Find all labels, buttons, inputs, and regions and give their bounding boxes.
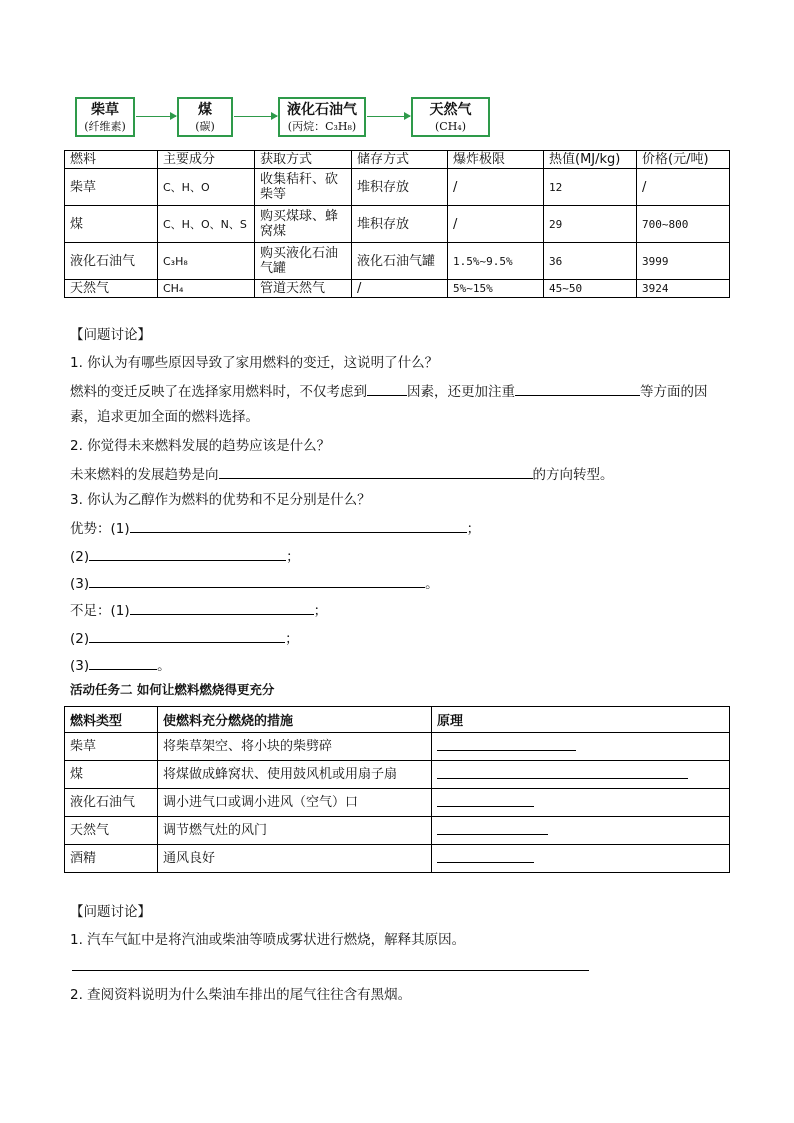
advantage-1 xyxy=(70,518,480,538)
flow-box-coal xyxy=(177,97,233,137)
table-cell: 购买煤球、蜂窝煤 xyxy=(255,206,352,243)
table-cell: 调小进气口或调小进风（空气）口 xyxy=(158,789,432,817)
fill-blank[interactable] xyxy=(89,655,157,670)
column-header: 爆炸极限 xyxy=(448,151,544,169)
fill-blank[interactable] xyxy=(437,794,534,807)
table-cell: 12 xyxy=(544,169,637,206)
table-cell: 液化石油气罐 xyxy=(352,243,448,280)
principle-cell[interactable] xyxy=(432,789,730,817)
principle-cell[interactable] xyxy=(432,845,730,873)
table-cell: 将柴草架空、将小块的柴劈碎 xyxy=(158,733,432,761)
flow-box-lpg xyxy=(278,97,366,137)
item-label: (2) xyxy=(70,549,90,565)
question-1: 1. 你认为有哪些原因导致了家用燃料的变迁，这说明了什么？ xyxy=(70,355,439,371)
fuel-comparison-table xyxy=(64,150,730,298)
punct: ； xyxy=(313,603,328,619)
table-cell: 3999 xyxy=(637,243,730,280)
column-header: 价格(元/吨) xyxy=(637,151,730,169)
table-cell: 堆积存放 xyxy=(352,169,448,206)
table-row xyxy=(65,733,730,761)
fill-blank[interactable] xyxy=(515,381,640,396)
answer-text: 未来燃料的发展趋势是向 xyxy=(70,467,219,483)
fill-blank[interactable] xyxy=(89,546,286,561)
table-cell: 煤 xyxy=(65,206,158,243)
fill-blank[interactable] xyxy=(130,518,467,533)
table-cell: 酒精 xyxy=(65,845,158,873)
table-cell: 收集秸秆、砍柴等 xyxy=(255,169,352,206)
flow-box-title: 柴草 xyxy=(91,102,119,118)
table-cell: 天然气 xyxy=(65,817,158,845)
table-row xyxy=(65,789,730,817)
principle-cell[interactable] xyxy=(432,733,730,761)
table-cell: / xyxy=(352,280,448,298)
table-row xyxy=(65,206,730,243)
advantage-3 xyxy=(70,573,439,593)
punct: ； xyxy=(286,549,300,565)
table-header-row xyxy=(65,707,730,733)
column-header: 主要成分 xyxy=(158,151,255,169)
table-cell: 调节燃气灶的风门 xyxy=(158,817,432,845)
flow-box-sub: (碳) xyxy=(195,120,215,133)
table-cell: 堆积存放 xyxy=(352,206,448,243)
table-row xyxy=(65,817,730,845)
disadvantage-2 xyxy=(70,628,299,648)
table-header-row xyxy=(65,151,730,169)
table-cell: 液化石油气 xyxy=(65,789,158,817)
question-1: 1. 汽车气缸中是将汽油或柴油等喷成雾状进行燃烧，解释其原因。 xyxy=(70,932,466,948)
column-header: 热值(MJ/kg) xyxy=(544,151,637,169)
fill-blank[interactable] xyxy=(437,822,548,835)
item-label: (2) xyxy=(70,631,90,647)
table-cell: C、H、O、N、S xyxy=(158,206,255,243)
fill-blank[interactable] xyxy=(437,766,688,779)
disadvantage-label: 不足：(1) xyxy=(70,603,130,619)
column-header: 燃料 xyxy=(65,151,158,169)
table-cell: C₃H₈ xyxy=(158,243,255,280)
punct: 。 xyxy=(425,576,439,592)
fill-blank[interactable] xyxy=(89,573,425,588)
table-row xyxy=(65,761,730,789)
fill-blank[interactable] xyxy=(219,464,533,479)
table-cell: C、H、O xyxy=(158,169,255,206)
flow-box-straw xyxy=(75,97,135,137)
flow-arrow xyxy=(367,116,410,117)
column-header: 原理 xyxy=(432,707,730,733)
table-cell: 天然气 xyxy=(65,280,158,298)
table-cell: / xyxy=(448,169,544,206)
column-header: 燃料类型 xyxy=(65,707,158,733)
table-cell: 柴草 xyxy=(65,733,158,761)
answer-1-line xyxy=(70,381,708,401)
advantage-label: 优势：(1) xyxy=(70,521,130,537)
column-header: 获取方式 xyxy=(255,151,352,169)
table-cell: 45~50 xyxy=(544,280,637,298)
punct: ； xyxy=(466,521,481,537)
table-cell: / xyxy=(637,169,730,206)
question-3: 3. 你认为乙醇作为燃料的优势和不足分别是什么？ xyxy=(70,492,371,508)
table-cell: 管道天然气 xyxy=(255,280,352,298)
answer-text: 因素，还更加注重 xyxy=(407,384,515,400)
table-cell: 5%~15% xyxy=(448,280,544,298)
table-cell: 将煤做成蜂窝状、使用鼓风机或用扇子扇 xyxy=(158,761,432,789)
table-row xyxy=(65,169,730,206)
column-header: 使燃料充分燃烧的措施 xyxy=(158,707,432,733)
discussion-heading: 【问题讨论】 xyxy=(70,327,151,343)
question-2: 2. 你觉得未来燃料发展的趋势应该是什么？ xyxy=(70,438,331,454)
table-cell: 36 xyxy=(544,243,637,280)
table-row xyxy=(65,280,730,298)
item-label: (3) xyxy=(70,658,90,674)
disadvantage-3 xyxy=(70,655,171,675)
flow-arrow xyxy=(234,116,277,117)
punct: ； xyxy=(285,631,299,647)
principle-cell[interactable] xyxy=(432,761,730,789)
flow-box-sub: (CH₄) xyxy=(434,120,466,133)
table-cell: 3924 xyxy=(637,280,730,298)
answer-2-line xyxy=(70,464,614,484)
flow-box-title: 煤 xyxy=(198,102,212,118)
table-cell: / xyxy=(448,206,544,243)
table-cell: 700~800 xyxy=(637,206,730,243)
table-row xyxy=(65,845,730,873)
principle-cell[interactable] xyxy=(432,817,730,845)
flow-box-title: 液化石油气 xyxy=(287,102,357,118)
disadvantage-1 xyxy=(70,600,327,620)
fill-blank[interactable] xyxy=(89,628,285,643)
flow-box-title: 天然气 xyxy=(429,102,472,118)
answer-text: 等方面的因 xyxy=(640,384,708,400)
table-cell: 29 xyxy=(544,206,637,243)
table-cell: 柴草 xyxy=(65,169,158,206)
flow-box-sub: (纤维素) xyxy=(84,120,126,133)
column-header: 储存方式 xyxy=(352,151,448,169)
flow-box-natural-gas xyxy=(411,97,490,137)
punct: 。 xyxy=(157,658,171,674)
fill-blank[interactable] xyxy=(437,738,576,751)
discussion-heading: 【问题讨论】 xyxy=(70,904,151,920)
table-cell: 煤 xyxy=(65,761,158,789)
advantage-2 xyxy=(70,546,300,566)
table-row xyxy=(65,243,730,280)
answer-1-cont: 素，追求更加全面的燃料选择。 xyxy=(70,409,259,425)
flow-box-sub: (丙烷：C₃H₈) xyxy=(287,120,357,133)
fill-blank[interactable] xyxy=(437,850,534,863)
task-2-title: 活动任务二 如何让燃料燃烧得更充分 xyxy=(70,682,275,697)
answer-text: 的方向转型。 xyxy=(532,467,614,483)
table-cell: 液化石油气 xyxy=(65,243,158,280)
table-cell: 通风良好 xyxy=(158,845,432,873)
table-cell: 购买液化石油气罐 xyxy=(255,243,352,280)
flow-arrow xyxy=(136,116,176,117)
combustion-measures-table xyxy=(64,706,730,873)
fill-blank[interactable] xyxy=(367,381,407,396)
table-cell: CH₄ xyxy=(158,280,255,298)
question-2: 2. 查阅资料说明为什么柴油车排出的尾气往往含有黑烟。 xyxy=(70,987,412,1003)
fill-blank[interactable] xyxy=(130,600,314,615)
answer-line[interactable] xyxy=(72,970,589,971)
table-cell: 1.5%~9.5% xyxy=(448,243,544,280)
item-label: (3) xyxy=(70,576,90,592)
answer-text: 燃料的变迁反映了在选择家用燃料时，不仅考虑到 xyxy=(70,384,367,400)
